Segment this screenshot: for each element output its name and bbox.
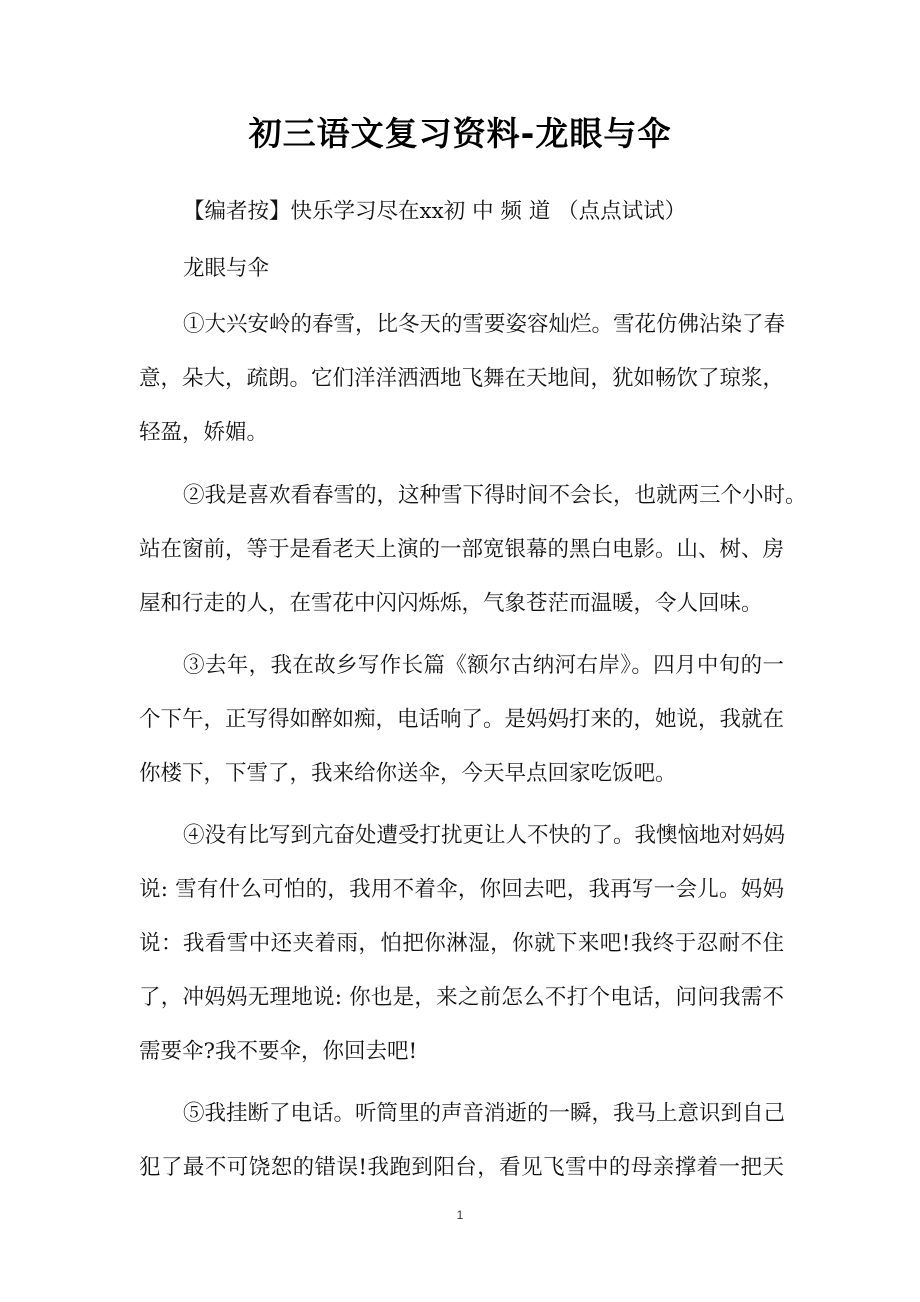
- paragraph-line: ①大兴安岭的春雪，比冬天的雪要姿容灿烂。雪花仿佛沾染了春: [183, 312, 786, 337]
- paragraph-line: 说: 雪有什么可怕的，我用不着伞，你回去吧，我再写一会儿。妈妈: [139, 877, 784, 902]
- page-number: 1: [456, 1208, 464, 1222]
- article-subtitle: 龙眼与伞: [183, 256, 270, 281]
- document-title: 初三语文复习资料-龙眼与伞: [248, 114, 672, 153]
- paragraph-line: 说：我看雪中还夹着雨，怕把你淋湿，你就下来吧!我终于忍耐不住: [139, 931, 784, 956]
- paragraph-line: 你楼下，下雪了，我来给你送伞，今天早点回家吃饭吧。: [139, 761, 677, 786]
- paragraph-line: 个下午，正写得如醉如痴，电话响了。是妈妈打来的，她说，我就在: [139, 707, 785, 732]
- paragraph-line: 轻盈，娇媚。: [139, 420, 269, 445]
- paragraph-line: ③去年，我在故乡写作长篇《额尔古纳河右岸》。四月中旬的一: [183, 653, 784, 678]
- paragraph-line: 需要伞?我不要伞，你回去吧!: [139, 1039, 418, 1064]
- paragraph-line: ④没有比写到亢奋处遭受打扰更让人不快的了。我懊恼地对妈妈: [183, 823, 786, 848]
- paragraph-line: ②我是喜欢看春雪的，这种雪下得时间不会长，也就两三个小时。: [183, 483, 807, 508]
- paragraph-line: ⑤我挂断了电话。听筒里的声音消逝的一瞬，我马上意识到自己: [183, 1101, 786, 1126]
- paragraph-line: 犯了最不可饶恕的错误!我跑到阳台，看见飞雪中的母亲撑着一把天: [139, 1155, 784, 1180]
- paragraph-line: 屋和行走的人，在雪花中闪闪烁烁，气象苍茫而温暖，令人回味。: [139, 591, 763, 616]
- paragraph-line: 站在窗前，等于是看老天上演的一部宽银幕的黑白电影。山、树、房: [139, 537, 785, 562]
- paragraph-line: 意，朵大，疏朗。它们洋洋洒洒地飞舞在天地间，犹如畅饮了琼浆，: [139, 366, 785, 391]
- paragraph-line: 了，冲妈妈无理地说: 你也是，来之前怎么不打个电话，问问我需不: [139, 985, 784, 1010]
- editor-note: 【编者按】快乐学习尽在xx初 中 频 道 （点点试试）: [183, 199, 687, 224]
